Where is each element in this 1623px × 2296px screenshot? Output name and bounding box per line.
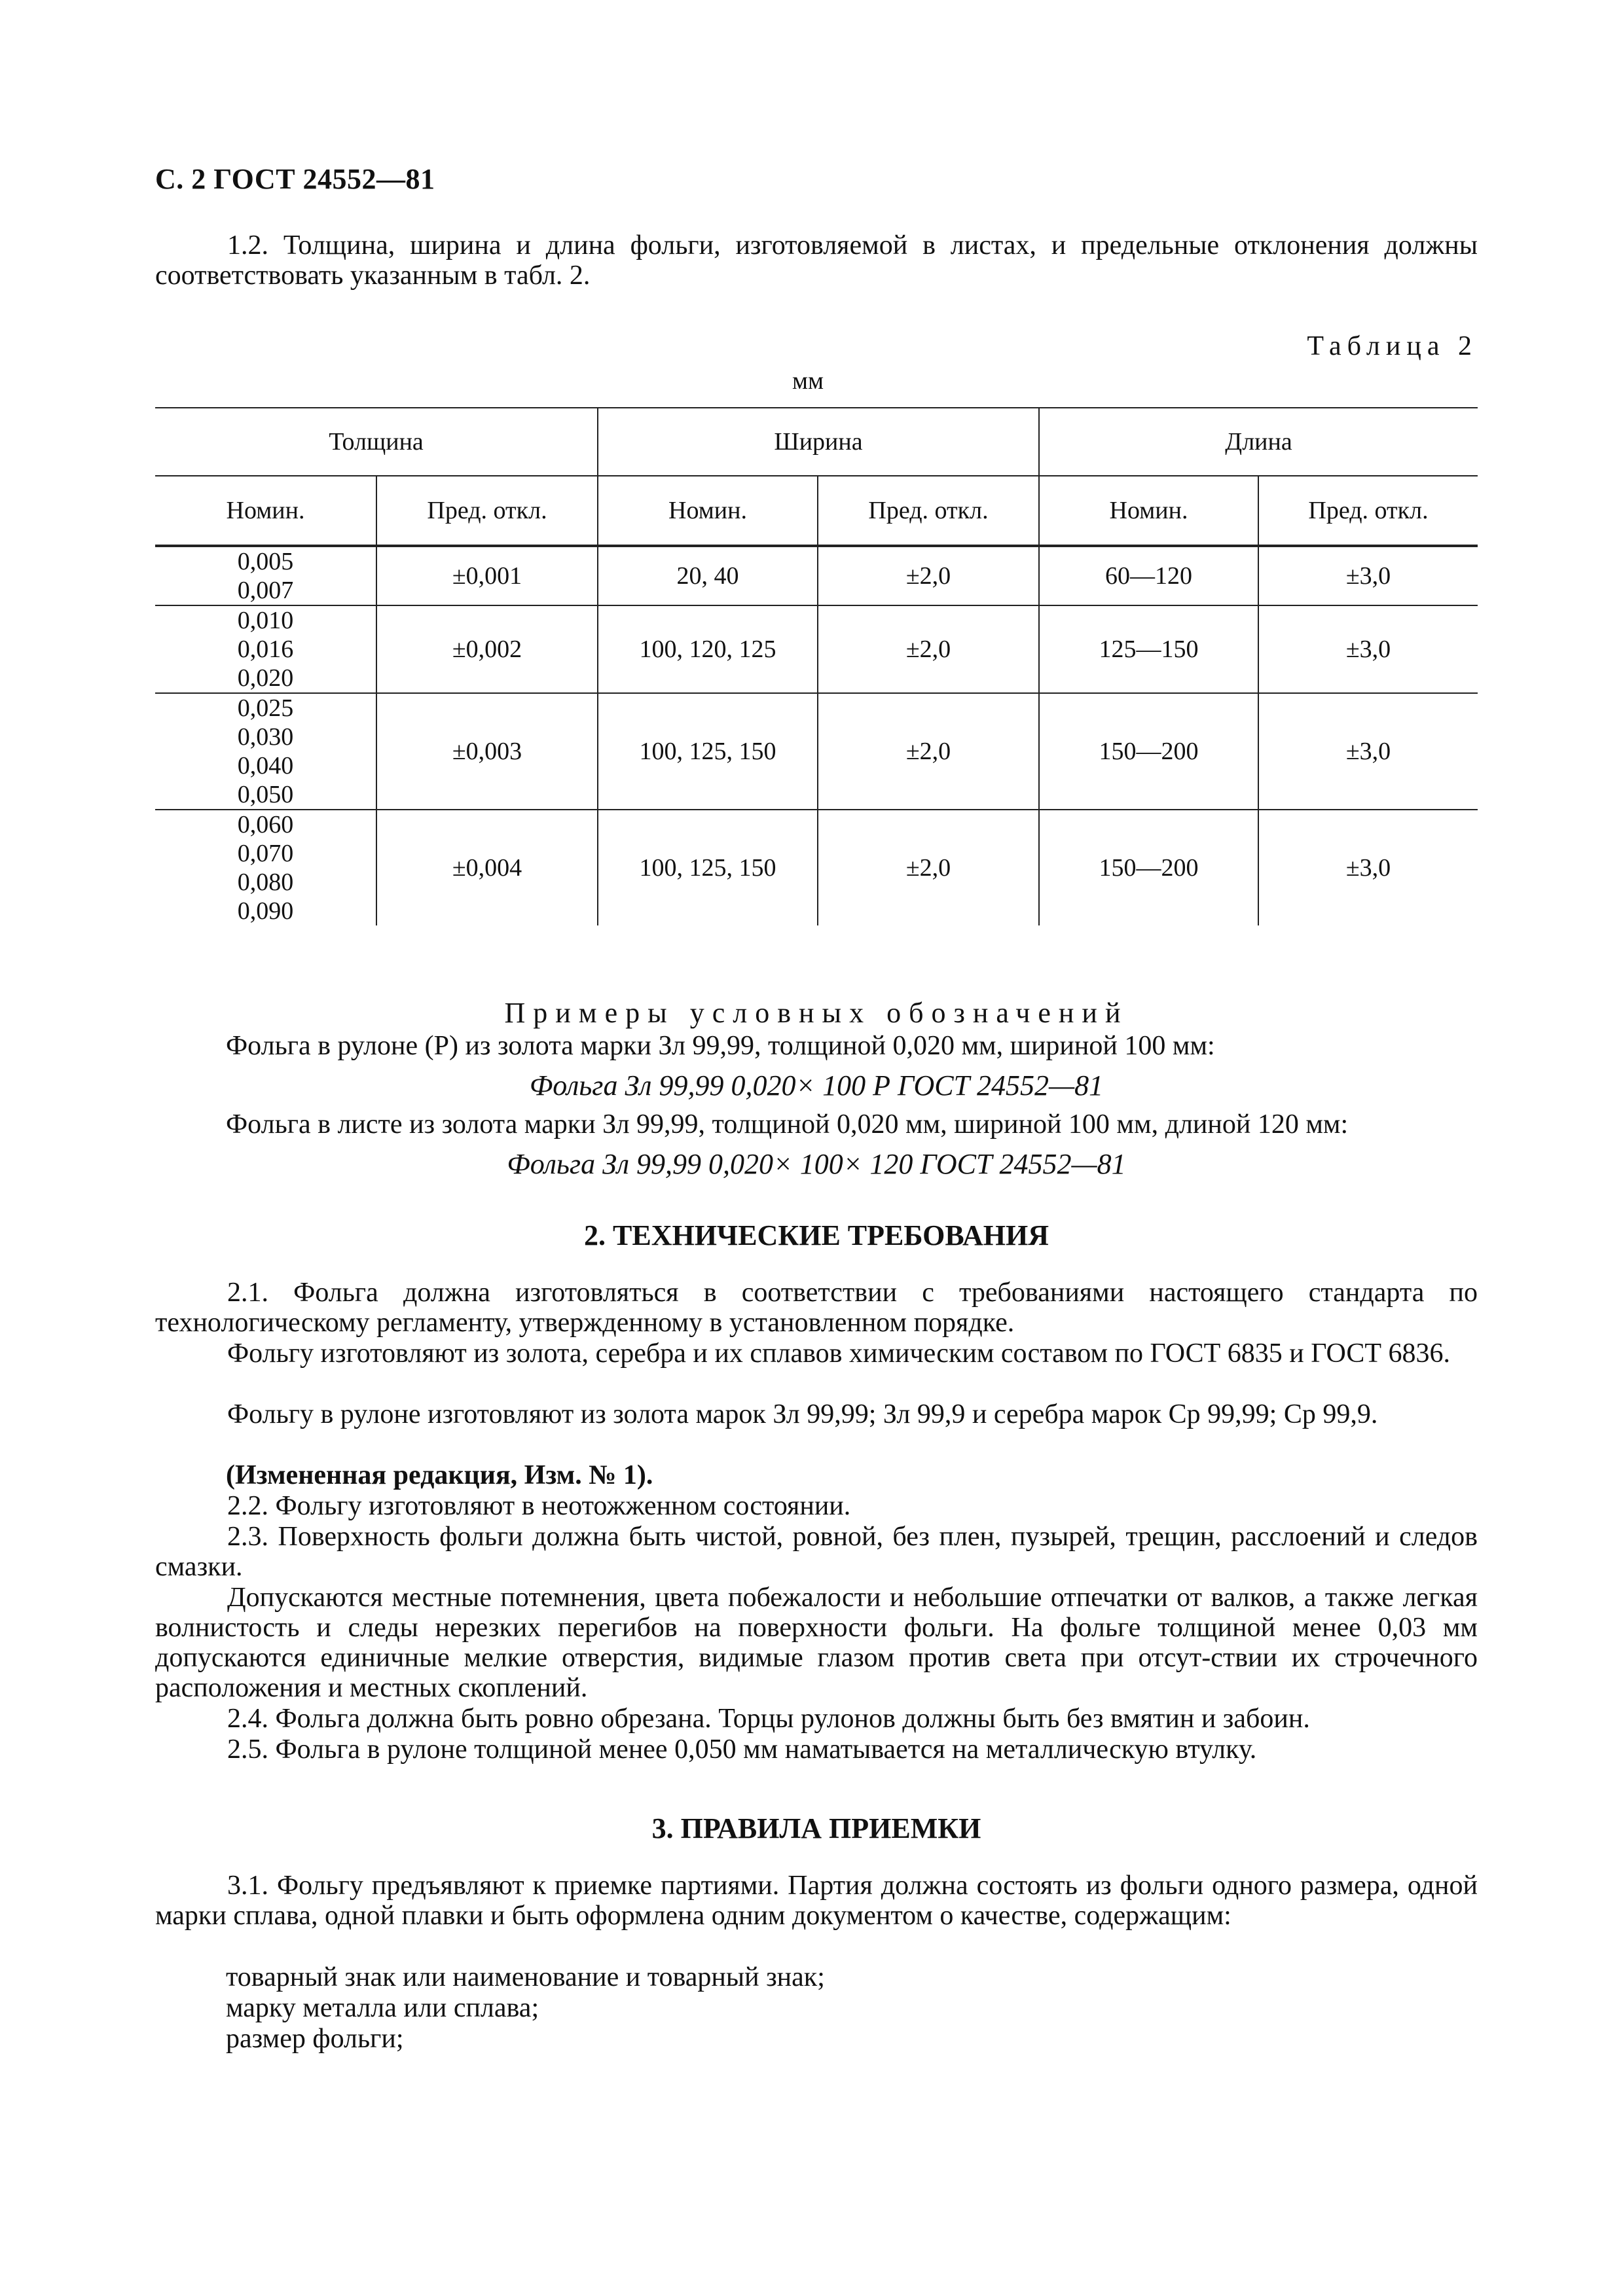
page-header: С. 2 ГОСТ 24552—81: [155, 163, 435, 195]
list-item: размер фольги;: [226, 2024, 404, 2054]
paragraph-2-2: 2.2. Фольгу изготовляют в неотожженном состоянии.: [227, 1491, 851, 1521]
cell-length: 60—120: [1039, 546, 1258, 605]
paragraph-2-1-materials: Фольгу изготовляют из золота, серебра и их сплавов химическим составом по ГОСТ 6835 и ГОСТ 6836.: [227, 1338, 1451, 1369]
dimensions-table: [155, 407, 1478, 925]
cell-width: 100, 120, 125: [598, 605, 818, 693]
cell-thickness-tolerance: ±0,001: [376, 546, 598, 605]
subheader-length-tolerance: Пред. откл.: [1258, 476, 1478, 546]
example-2-code: Фольга Зл 99,99 0,020× 100× 120 ГОСТ 24552—81: [507, 1148, 1126, 1180]
list-item: товарный знак или наименование и товарный знак;: [226, 1962, 825, 1992]
cell-thickness: 0,010 0,016 0,020: [155, 605, 376, 693]
examples-title: Примеры условных обозначений: [504, 997, 1129, 1029]
cell-width: 20, 40: [598, 546, 818, 605]
group-header-thickness: Толщина: [155, 408, 598, 476]
cell-width-tolerance: ±2,0: [818, 605, 1039, 693]
group-header-length: Длина: [1039, 408, 1478, 476]
table-row: [155, 810, 1478, 925]
cell-width-tolerance: ±2,0: [818, 693, 1039, 810]
cell-thickness: 0,025 0,030 0,040 0,050: [155, 693, 376, 810]
subheader-width-nominal: Номин.: [598, 476, 818, 546]
paragraph-1-2: 1.2. Толщина, ширина и длина фольги, изготовляемой в листах, и предельные отклонения должны соответствовать указанным в табл. 2.: [155, 230, 1478, 291]
paragraph-2-3-defects: Допускаются местные потемнения, цвета побежалости и небольшие отпечатки от валков, а также легкая волнистость и следы нерезких перегибов на поверхности фольги. На фольге толщиной менее 0,03 мм допускаются единичные мелкие отверстия, видимые глазом против света при отсут-ствии их строчечного расположения и местных скоплений.: [155, 1583, 1478, 1703]
cell-length: 125—150: [1039, 605, 1258, 693]
table-row: [155, 605, 1478, 693]
cell-length-tolerance: ±3,0: [1258, 810, 1478, 925]
subheader-length-nominal: Номин.: [1039, 476, 1258, 546]
subheader-thickness-nominal: Номин.: [155, 476, 376, 546]
paragraph-2-3: 2.3. Поверхность фольги должна быть чистой, ровной, без плен, пузырей, трещин, расслоений и следов смазки.: [155, 1522, 1478, 1582]
paragraph-2-5: 2.5. Фольга в рулоне толщиной менее 0,050 мм наматывается на металлическую втулку.: [227, 1734, 1257, 1765]
paragraph-3-1: 3.1. Фольгу предъявляют к приемке партиями. Партия должна состоять из фольги одного размера, одной марки сплава, одной плавки и быть оформлена одним документом о качестве, содержащим:: [155, 1871, 1478, 1931]
list-item: марку металла или сплава;: [226, 1993, 539, 2023]
subheader-width-tolerance: Пред. откл.: [818, 476, 1039, 546]
table-caption: Таблица 2: [1307, 331, 1478, 361]
cell-length-tolerance: ±3,0: [1258, 693, 1478, 810]
cell-thickness: 0,005 0,007: [155, 546, 376, 605]
cell-width: 100, 125, 150: [598, 693, 818, 810]
table-row: [155, 693, 1478, 810]
cell-length: 150—200: [1039, 693, 1258, 810]
cell-thickness: 0,060 0,070 0,080 0,090: [155, 810, 376, 925]
table-row: [155, 546, 1478, 605]
cell-thickness-tolerance: ±0,003: [376, 693, 598, 810]
paragraph-2-1-rolls: Фольгу в рулоне изготовляют из золота марок Зл 99,99; Зл 99,9 и серебра марок Ср 99,99; Ср 99,9.: [227, 1399, 1378, 1429]
subheader-thickness-tolerance: Пред. откл.: [376, 476, 598, 546]
table-unit: мм: [792, 367, 824, 395]
cell-thickness-tolerance: ±0,004: [376, 810, 598, 925]
cell-length-tolerance: ±3,0: [1258, 605, 1478, 693]
cell-length: 150—200: [1039, 810, 1258, 925]
table-subheader-row: [155, 476, 1478, 546]
cell-width-tolerance: ±2,0: [818, 546, 1039, 605]
paragraph-2-1: 2.1. Фольга должна изготовляться в соответствии с требованиями настоящего стандарта по технологическому регламенту, утвержденному в установленном порядке.: [155, 1278, 1478, 1338]
section-2-title: 2. ТЕХНИЧЕСКИЕ ТРЕБОВАНИЯ: [584, 1219, 1049, 1251]
cell-width: 100, 125, 150: [598, 810, 818, 925]
table-group-header-row: [155, 408, 1478, 476]
cell-width-tolerance: ±2,0: [818, 810, 1039, 925]
cell-thickness-tolerance: ±0,002: [376, 605, 598, 693]
example-1-code: Фольга Зл 99,99 0,020× 100 Р ГОСТ 24552—81: [529, 1069, 1104, 1102]
section-3-title: 3. ПРАВИЛА ПРИЕМКИ: [651, 1812, 981, 1844]
group-header-width: Ширина: [598, 408, 1039, 476]
paragraph-2-4: 2.4. Фольга должна быть ровно обрезана. Торцы рулонов должны быть без вмятин и забоин.: [227, 1704, 1310, 1734]
edit-note: (Измененная редакция, Изм. № 1).: [226, 1460, 653, 1490]
example-1-text: Фольга в рулоне (Р) из золота марки Зл 99,99, толщиной 0,020 мм, шириной 100 мм:: [226, 1031, 1215, 1061]
example-2-text: Фольга в листе из золота марки Зл 99,99, толщиной 0,020 мм, шириной 100 мм, длиной 120 мм:: [226, 1109, 1349, 1139]
cell-length-tolerance: ±3,0: [1258, 546, 1478, 605]
